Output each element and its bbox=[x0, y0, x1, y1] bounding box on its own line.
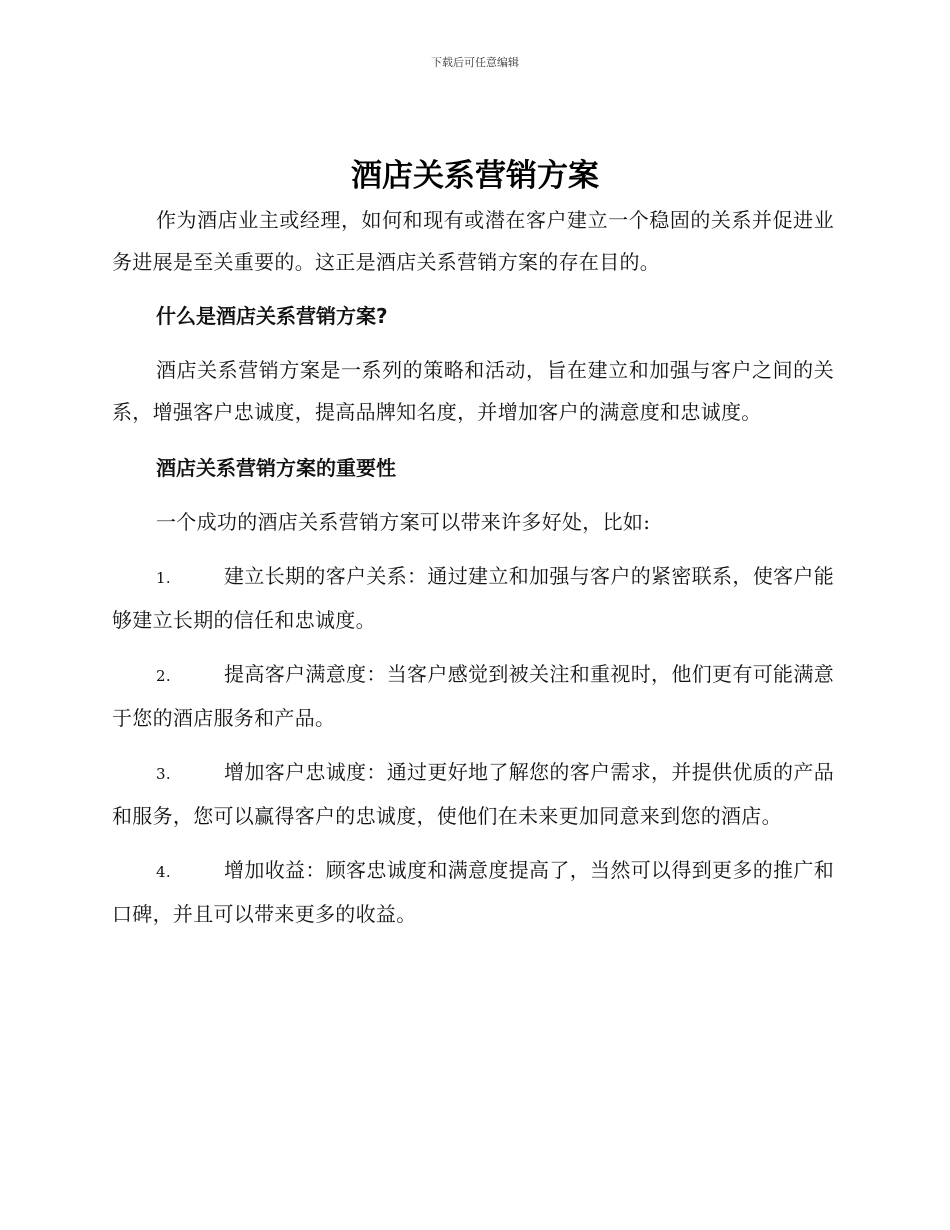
list-item bbox=[112, 751, 834, 837]
list-item-text: 建立长期的客户关系：通过建立和加强与客户的紧密联系，使客户能够建立长期的信任和忠诚度。 bbox=[112, 564, 834, 632]
document-body bbox=[112, 199, 834, 935]
list-item-text: 增加收益：顾客忠诚度和满意度提高了，当然可以得到更多的推广和口碑，并且可以带来更多的收益。 bbox=[112, 858, 834, 926]
list-item-text: 提高客户满意度：当客户感觉到被关注和重视时，他们更有可能满意于您的酒店服务和产品。 bbox=[112, 662, 834, 730]
section-lead-importance: 一个成功的酒店关系营销方案可以带来许多好处，比如: bbox=[156, 510, 651, 534]
list-item-number: 2. bbox=[156, 667, 171, 685]
list-item-number: 3. bbox=[156, 765, 171, 783]
document-title: 酒店关系营销方案 bbox=[351, 158, 599, 194]
list-item-number: 1. bbox=[156, 569, 171, 587]
list-item bbox=[112, 653, 834, 739]
section-body-what-is: 酒店关系营销方案是一系列的策略和活动，旨在建立和加强与客户之间的关系，增强客户忠诚度，提高品牌知名度，并增加客户的满意度和忠诚度。 bbox=[112, 358, 834, 424]
list-item-number: 4. bbox=[156, 863, 171, 881]
intro-paragraph: 作为酒店业主或经理，如何和现有或潜在客户建立一个稳固的关系并促进业务进展是至关重要的。这正是酒店关系营销方案的存在目的。 bbox=[112, 208, 834, 274]
list-item bbox=[112, 849, 834, 935]
list-item-text: 增加客户忠诚度：通过更好地了解您的客户需求，并提供优质的产品和服务，您可以赢得客户的忠诚度，使他们在未来更加同意来到您的酒店。 bbox=[112, 760, 834, 828]
header-note: 下载后可任意编辑 bbox=[431, 56, 519, 69]
section-heading-importance: 酒店关系营销方案的重要性 bbox=[156, 456, 396, 480]
section-heading-what-is: 什么是酒店关系营销方案? bbox=[156, 304, 388, 328]
list-item bbox=[112, 555, 834, 641]
